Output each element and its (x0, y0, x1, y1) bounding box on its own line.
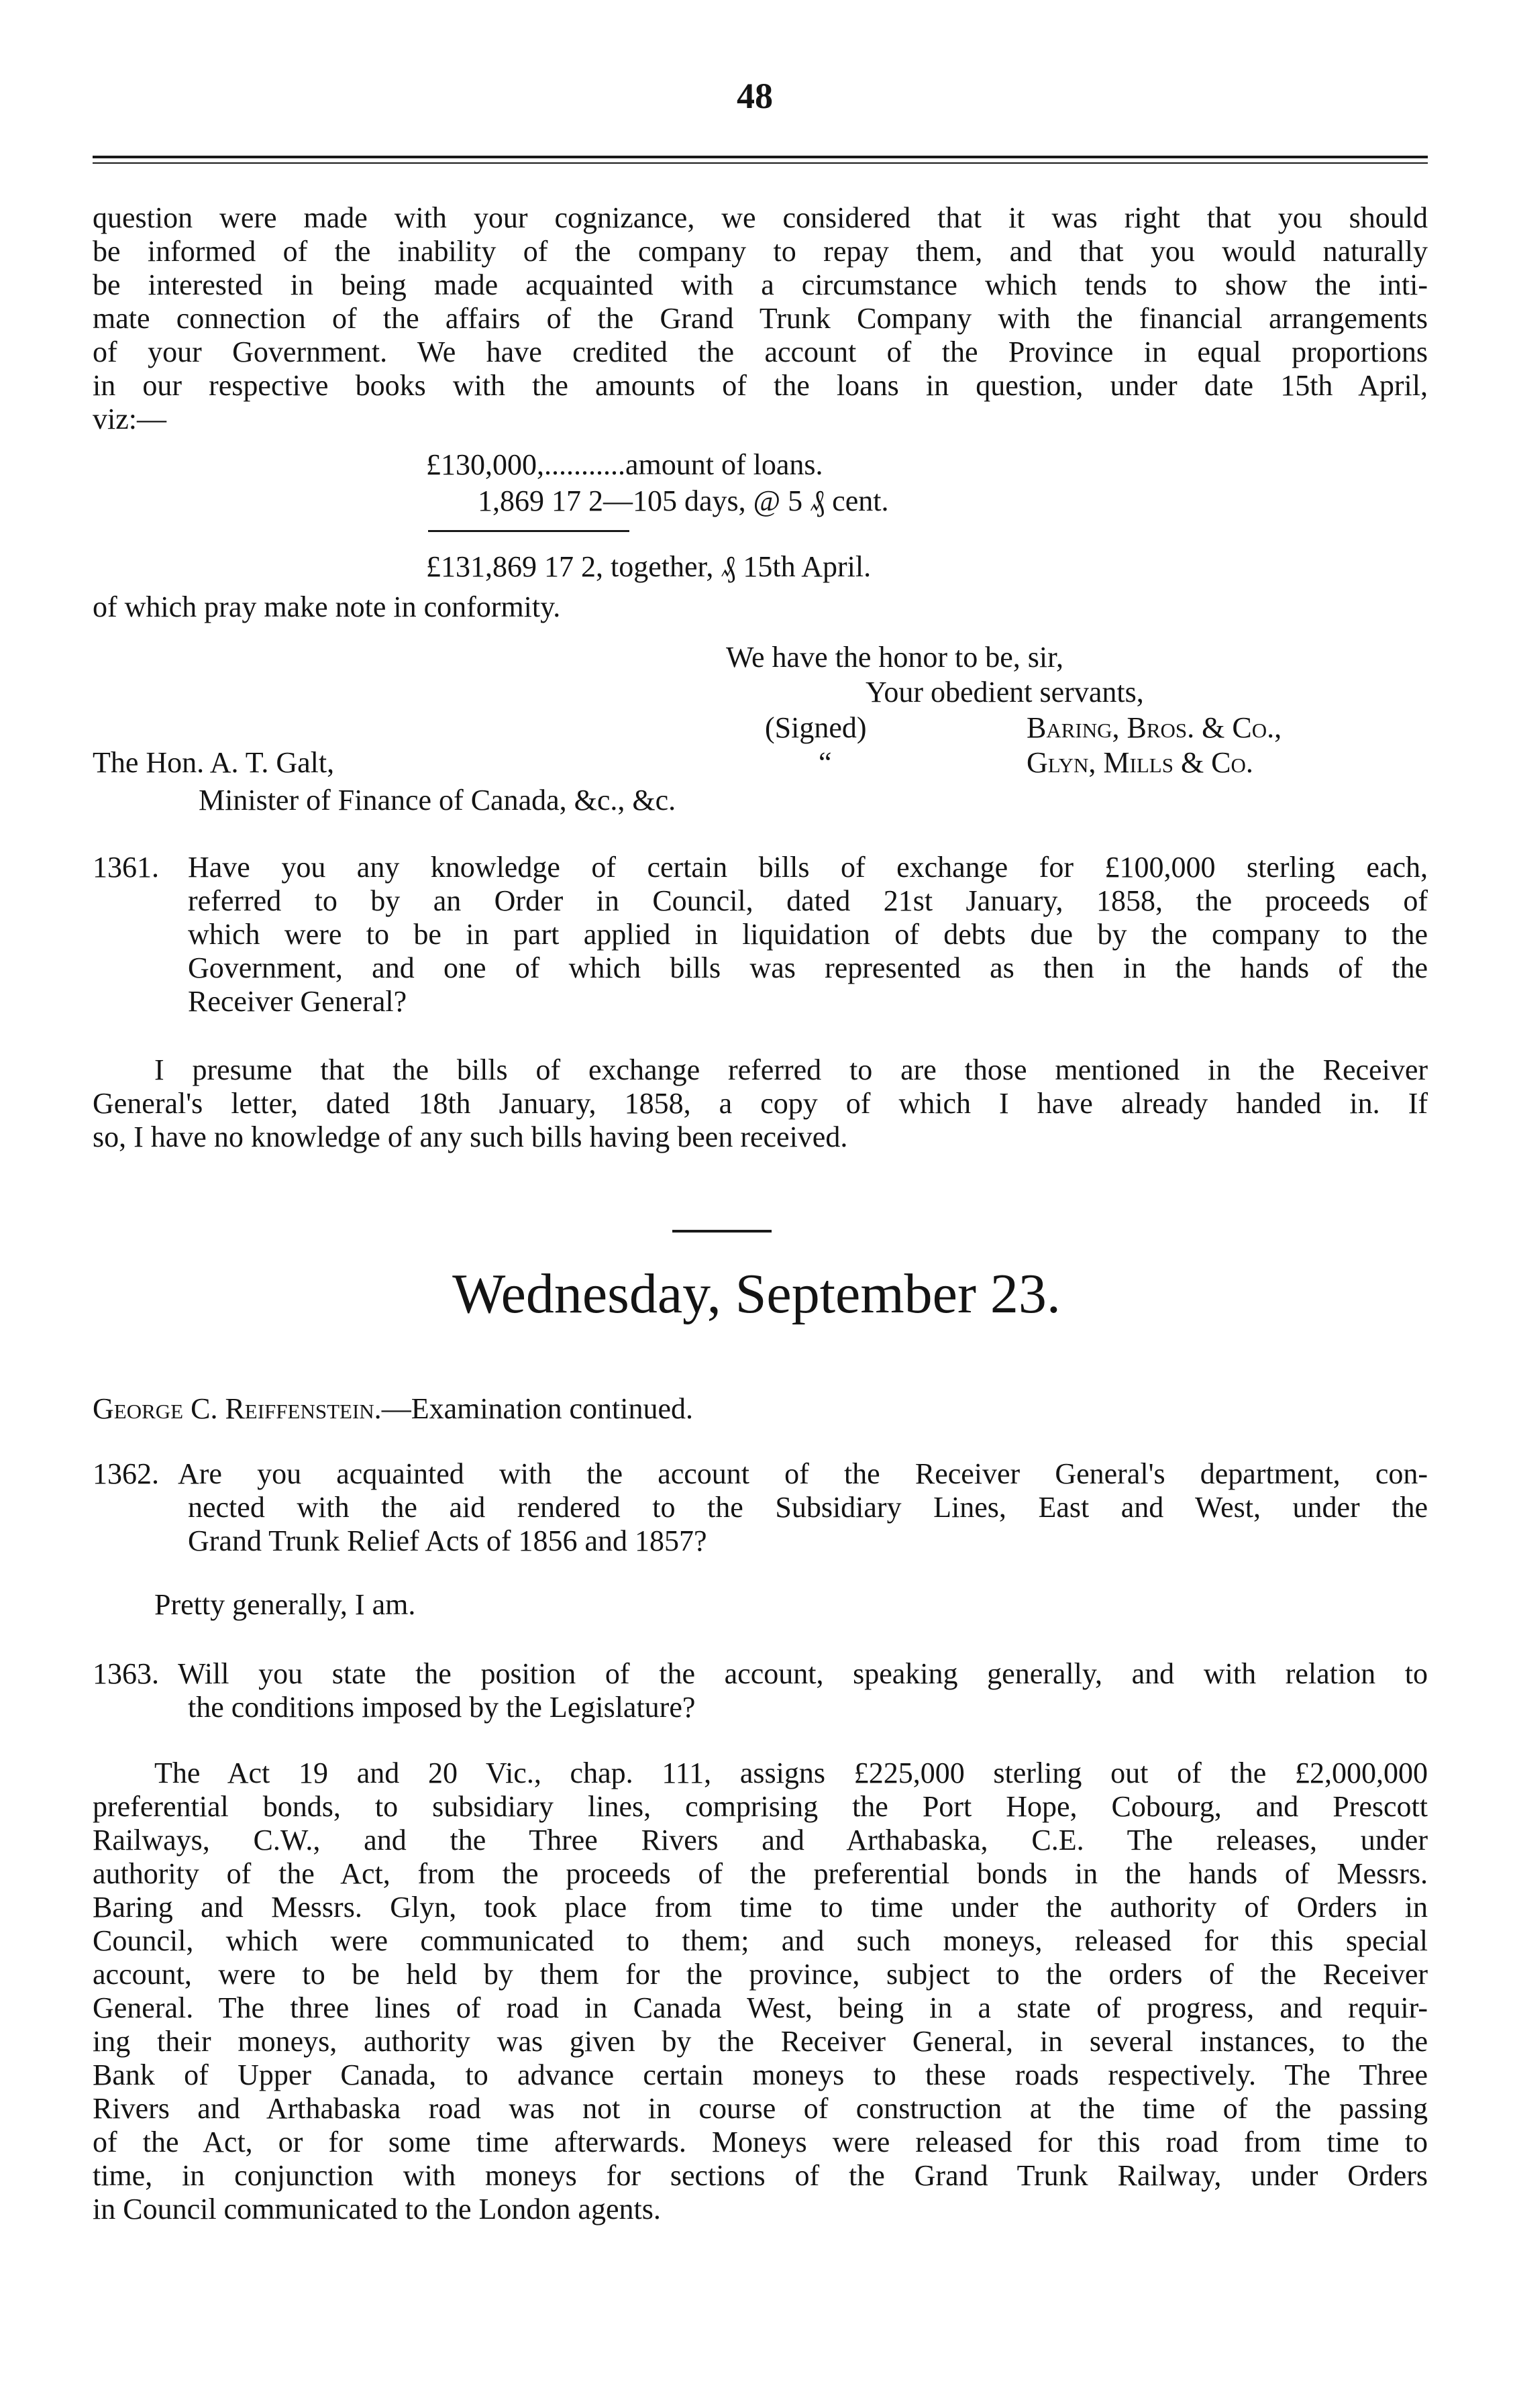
answer-1361-line: so, I have no knowledge of any such bills having been received. (93, 1120, 848, 1153)
note-line: of which pray make note in conformity. (93, 590, 561, 623)
closing-signed: (Signed) (765, 711, 867, 744)
statement-amount: £130,000, (426, 448, 544, 481)
answer-1363-line: General. The three lines of road in Canada West, being in a state of progress, and requir- (93, 1991, 1428, 2024)
question-1361-line: which were to be in part applied in liquidation of debts due by the company to the (188, 918, 1428, 951)
answer-1361-line: General's letter, dated 18th January, 1858, a copy of which I have already handed in. If (93, 1087, 1428, 1120)
signer-glyn: Glyn, Mills & Co. (1027, 746, 1253, 779)
day-heading: Wednesday, September 23. (452, 1263, 1061, 1325)
answer-1363-line: Bank of Upper Canada, to advance certain moneys to these roads respectively. The Three (93, 2058, 1428, 2091)
closing-servants: Your obedient servants, (866, 676, 1144, 709)
answer-1363-line: preferential bonds, to subsidiary lines, comprising the Port Hope, Cobourg, and Prescott (93, 1790, 1428, 1823)
answer-1363-line: ing their moneys, authority was given by the Receiver General, in several instances, to the (93, 2025, 1428, 2058)
question-number-1362: 1362. (93, 1457, 159, 1490)
letter-line: question were made with your cognizance, we considered that it was right that you should (93, 201, 1428, 234)
witness-name: George C. Reiffenstein. (93, 1392, 382, 1425)
signer-baring: Baring, Bros. & Co., (1027, 711, 1282, 744)
question-1362-line: Grand Trunk Relief Acts of 1856 and 1857? (188, 1524, 707, 1557)
statement-row-loans (426, 448, 823, 482)
answer-1363-line: time, in conjunction with moneys for sections of the Grand Trunk Railway, under Orders (93, 2159, 1428, 2192)
letter-line: be interested in being made acquainted with a circumstance which tends to show the inti- (93, 268, 1428, 301)
header-rule-top (93, 156, 1428, 158)
answer-1363-line: Council, which were communicated to them; and such moneys, released for this special (93, 1924, 1428, 1957)
question-number-1361: 1361. (93, 851, 159, 884)
question-1363-line: the conditions imposed by the Legislature? (188, 1691, 696, 1724)
letter-line: in our respective books with the amounts of the loans in question, under date 15th April, (93, 369, 1428, 402)
statement-sum-rule (428, 530, 629, 532)
question-1362-line: nected with the aid rendered to the Subsidiary Lines, East and West, under the (188, 1491, 1428, 1524)
witness-status: —Examination continued. (381, 1392, 694, 1425)
answer-1363-line: Railways, C.W., and the Three Rivers and Arthabaska, C.E. The releases, under (93, 1824, 1428, 1856)
statement-row-total (426, 550, 871, 584)
statement-description: together, ₰ 15th April. (611, 550, 872, 583)
question-1361-line: referred to by an Order in Council, dated 21st January, 1858, the proceeds of (188, 884, 1428, 917)
statement-description: —105 days, @ 5 ₰ cent. (603, 484, 889, 517)
answer-1363-line: authority of the Act, from the proceeds of the preferential bonds in the hands of Messrs. (93, 1857, 1428, 1890)
question-1361-line: Receiver General? (188, 985, 407, 1018)
question-1361-line: Have you any knowledge of certain bills of exchange for £100,000 sterling each, (188, 851, 1428, 884)
letter-line: mate connection of the affairs of the Grand Trunk Company with the financial arrangements (93, 302, 1428, 335)
statement-row-interest (478, 484, 888, 518)
question-number-1363: 1363. (93, 1657, 159, 1690)
answer-1363-line: The Act 19 and 20 Vic., chap. 111, assigns £225,000 sterling out of the £2,000,000 (154, 1757, 1428, 1789)
witness-line (93, 1392, 693, 1426)
question-1362-line: Are you acquainted with the account of the Receiver General's department, con- (178, 1457, 1428, 1490)
letter-line: be informed of the inability of the company to repay them, and that you would naturally (93, 235, 1428, 268)
answer-1363-line: in Council communicated to the London agents. (93, 2193, 661, 2226)
header-rule-bottom (93, 162, 1428, 164)
section-divider (672, 1230, 772, 1233)
answer-1363-line: of the Act, or for some time afterwards. Moneys were released for this road from time to (93, 2126, 1428, 2158)
answer-1361-line: I presume that the bills of exchange referred to are those mentioned in the Receiver (154, 1053, 1428, 1086)
addressee-title: Minister of Finance of Canada, &c., &c. (199, 784, 676, 817)
statement-amount: 1,869 17 2 (478, 484, 603, 517)
ditto-mark: “ (819, 746, 832, 779)
letter-line: viz:— (93, 403, 166, 435)
answer-1363-line: Baring and Messrs. Glyn, took place from time to time under the authority of Orders in (93, 1891, 1428, 1924)
answer-1362: Pretty generally, I am. (154, 1588, 416, 1621)
statement-leader: ........... (544, 448, 625, 481)
statement-amount: £131,869 17 2, (426, 550, 603, 583)
answer-1363-line: Rivers and Arthabaska road was not in course of construction at the time of the passing (93, 2092, 1428, 2125)
question-1363-line: Will you state the position of the account, speaking generally, and with relation to (178, 1657, 1428, 1690)
answer-1363-line: account, were to be held by them for the province, subject to the orders of the Receiver (93, 1958, 1428, 1991)
letter-line: of your Government. We have credited the account of the Province in equal proportions (93, 335, 1428, 368)
addressee-name: The Hon. A. T. Galt, (93, 746, 335, 779)
question-1361-line: Government, and one of which bills was represented as then in the hands of the (188, 951, 1428, 984)
closing-honor: We have the honor to be, sir, (726, 641, 1063, 674)
statement-description: amount of loans. (625, 448, 823, 481)
page-number: 48 (737, 76, 773, 116)
